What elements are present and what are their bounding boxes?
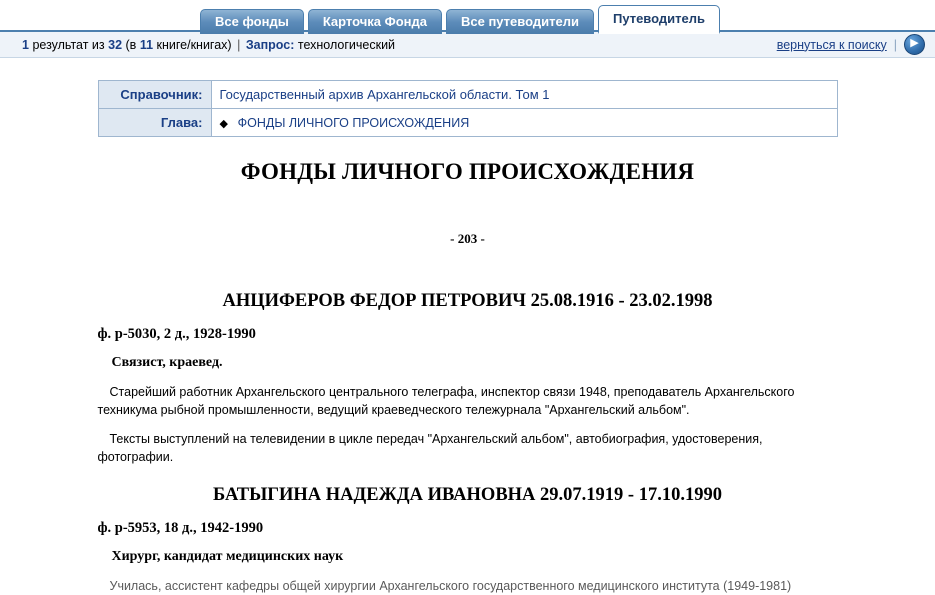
entry-name: АНЦИФЕРОВ ФЕДОР ПЕТРОВИЧ 25.08.1916 - 23.02.1998 [222,291,713,311]
entry-occupation: Хирург, кандидат медицинских наук [111,548,344,564]
table-row-reference [98,81,837,109]
chapter-label: Глава: [98,109,211,137]
entry-fond: ф. р-5030, 2 д., 1928-1990 [97,326,256,342]
info-separator: | [237,37,241,52]
result-word: результат из [32,37,105,52]
arrow-right-icon[interactable]: ▶ [904,34,925,55]
list-item [98,291,838,467]
table-row-chapter [98,109,837,137]
result-info-bar [0,32,935,58]
page-number: - 203 - [450,231,485,246]
tab-bar [0,0,935,32]
books-open-paren: (в [125,37,137,52]
books-word: книге/книгах) [156,37,232,52]
result-count: 1 [22,37,29,52]
tab-guide[interactable]: Путеводитель [598,5,720,34]
entry-fond: ф. р-5953, 18 д., 1942-1990 [97,519,264,536]
result-summary [22,38,395,52]
tab-all-fonds[interactable]: Все фонды [200,9,304,34]
diamond-bullet-icon: ◆ [219,118,228,130]
tab-list [200,0,935,32]
query-label: Запрос: [245,37,295,52]
reference-label: Справочник: [98,81,211,109]
entry-name: БАТЫГИНА НАДЕЖДА ИВАНОВНА 29.07.1919 - 17.10.1990 [213,484,722,505]
entry-paragraph: Старейший работник Архангельского центрального телеграфа, инспектор связи 1948, преподаватель Архангельского техникума рыбной промышленности, ведущий краеведческого тележурнала "Архангельский альбом". [97,385,795,418]
books-count: 11 [139,37,154,52]
entry-occupation: Связист, краевед. [111,355,223,370]
entry-paragraph: Тексты выступлений на телевидении в цикле передач "Архангельский альбом", автобиография, удостоверения, фотографии. [97,432,763,465]
document-body [98,137,838,595]
vertical-divider: | [893,37,897,52]
chapter-value-cell [211,109,837,137]
chapter-link[interactable]: ФОНДЫ ЛИЧНОГО ПРОИСХОЖДЕНИЯ [237,116,470,130]
info-actions [777,34,925,55]
entry-paragraph: Училась, ассистент кафедры общей хирургии Архангельского государственного медицинского института (1949-1981) [109,578,792,593]
list-item [98,485,838,595]
reference-value[interactable]: Государственный архив Архангельской области. Том 1 [211,81,837,109]
query-value: технологический [297,37,396,52]
page-title: ФОНДЫ ЛИЧНОГО ПРОИСХОЖДЕНИЯ [240,159,695,184]
result-total: 32 [108,37,123,52]
reference-header-table [98,80,838,137]
back-to-search-link[interactable]: вернуться к поиску [776,37,887,52]
tab-all-guides[interactable]: Все путеводители [446,9,594,34]
tab-fond-card[interactable]: Карточка Фонда [308,9,442,34]
